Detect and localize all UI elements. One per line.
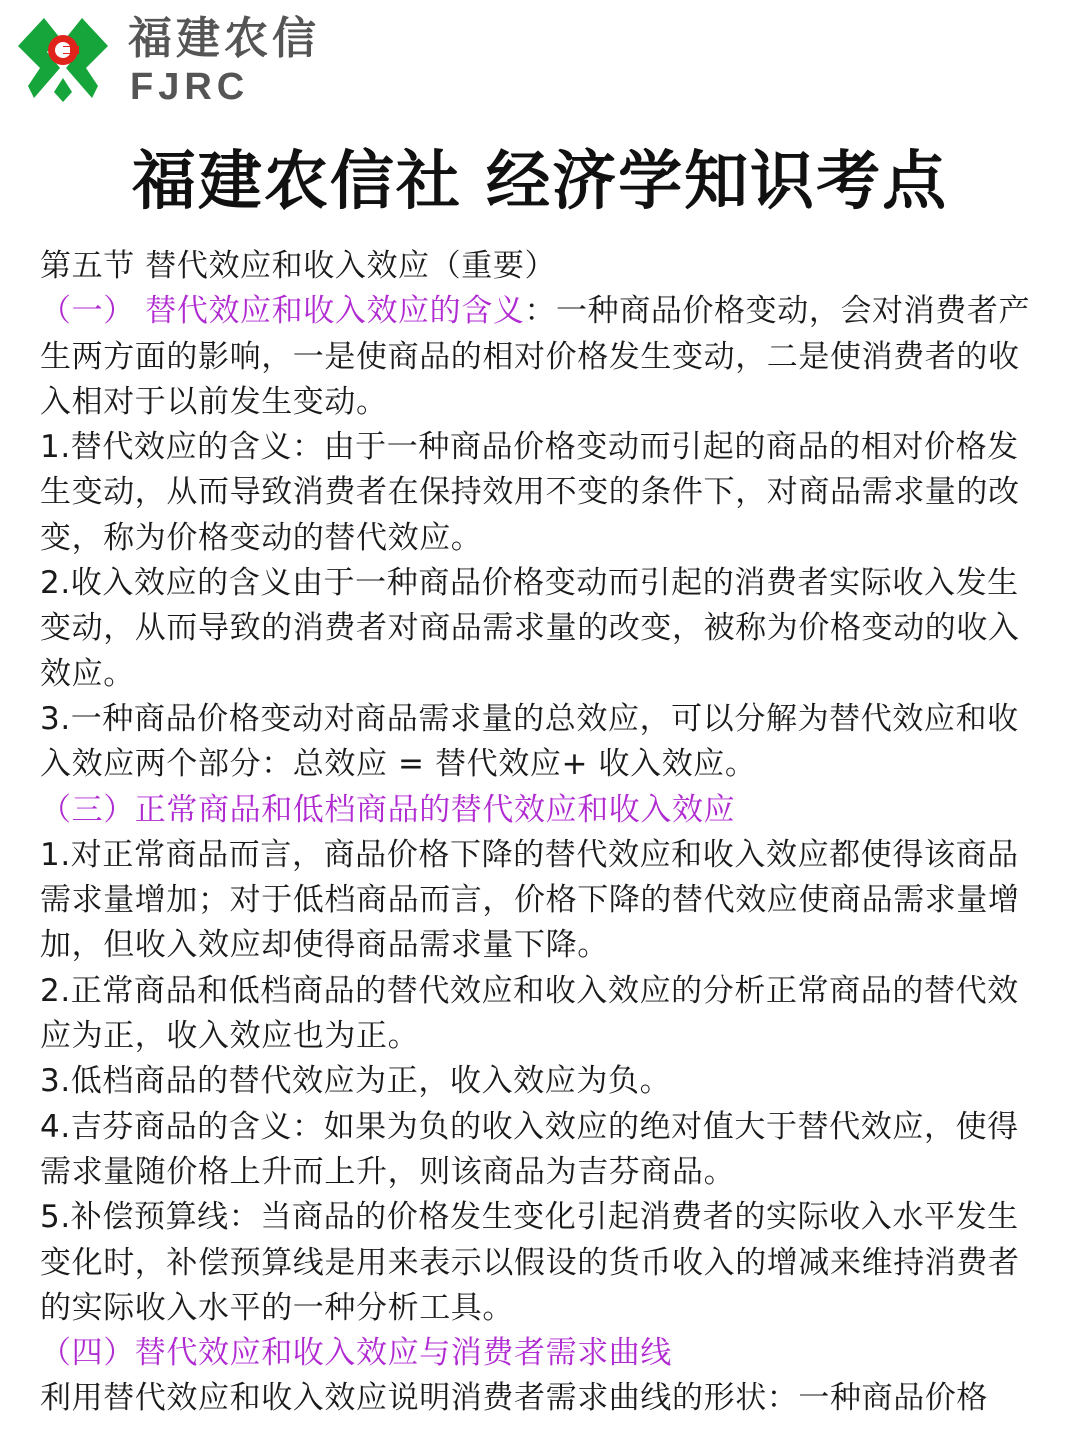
subsection-heading-4: （四）替代效应和收入效应与消费者需求曲线 [40,1335,672,1372]
article-body [40,244,1040,1422]
paragraph-1 [40,289,1040,425]
paragraph-4: 3.一种商品价格变动对商品需求量的总效应，可以分解为替代效应和收入效应两个部分：总效应 = 替代效应+ 收入效应。 [40,700,1019,783]
subsection-heading-1: （一） 替代效应和收入效应的含义 [40,293,525,330]
section-heading: 第五节 替代效应和收入效应（重要） [40,248,557,284]
paragraph-5: 1.对正常商品而言，商品价格下降的替代效应和收入效应都使得该商品需求量增加；对于低档商品而言，价格下降的替代效应使商品需求量增加，但收入效应却使得商品需求量下降。 [40,836,1020,964]
paragraph-2: 1.替代效应的含义：由于一种商品价格变动而引起的商品的相对价格发生变动，从而导致消费者在保持效用不变的条件下，对商品需求量的改变，称为价格变动的替代效应。 [40,429,1020,556]
paragraph-text: ：一种商品价格变动，会对消费者产生两方面的影响，一是使商品的相对价格发生变动，二是使消费者的收入相对于以前发生变动。 [40,293,1031,420]
page-title: 福建农信社 经济学知识考点 [131,145,949,219]
paragraph-6: 2.正常商品和低档商品的替代效应和收入效应的分析正常商品的替代效应为正，收入效应也为正。 [40,972,1019,1055]
subsection-heading-3: （三）正常商品和低档商品的替代效应和收入效应 [40,791,736,828]
paragraph-9: 5.补偿预算线：当商品的价格发生变化引起消费者的实际收入水平发生变化时，补偿预算线是用来表示以假设的货币收入的增减来维持消费者的实际收入水平的一种分析工具。 [40,1199,1020,1326]
paragraph-7: 3.低档商品的替代效应为正，收入效应为负。 [40,1063,672,1100]
fjrc-logo-icon [14,12,112,104]
paragraph-8: 4.吉芬商品的含义：如果为负的收入效应的绝对值大于替代效应，使得需求量随价格上升而上升，则该商品为吉芬商品。 [40,1108,1019,1190]
paragraph-10: 利用替代效应和收入效应说明消费者需求曲线的形状：一种商品价格 [40,1380,988,1417]
logo-name-cn: 福建农信 [128,13,320,64]
logo-name-en: FJRC [130,66,250,108]
header [0,0,1080,118]
paragraph-3: 2.收入效应的含义由于一种商品价格变动而引起的消费者实际收入发生变动，从而导致的消费者对商品需求量的改变，被称为价格变动的收入效应。 [40,565,1020,692]
